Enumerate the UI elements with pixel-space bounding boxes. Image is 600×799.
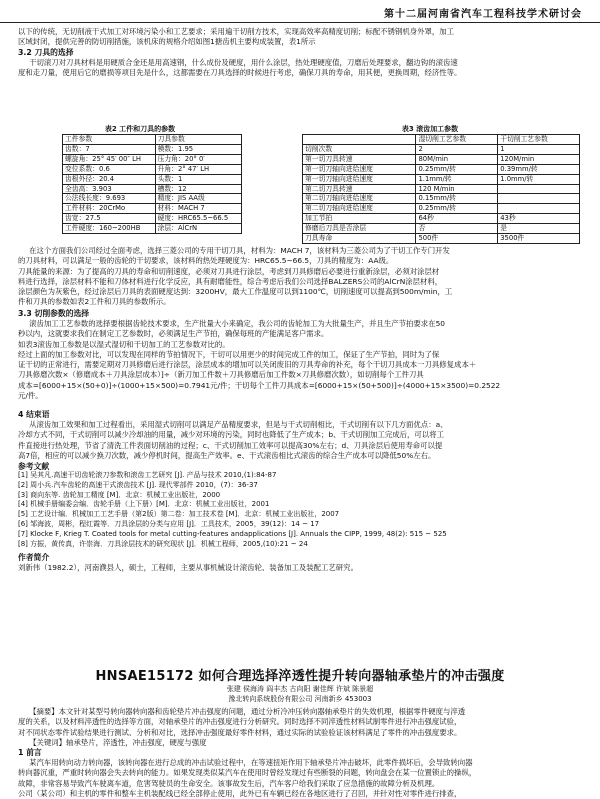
table-row: 齿宽：27.5 硬度：HRC65.5~66.5: [63, 214, 242, 224]
section-4-heading: 4 结束语: [18, 410, 50, 419]
section-3-2-paragraph: 干切滚刀对刀具材料是用硬质合金还是用高速钢，什么成份及硬度，用什么涂层，热处理硬度值，刀磨后处理要求，翻边钩的滚齿速 度和走刀量，使用后它的磨损等项目先是什么，这都需要在刀具选择的时候进行考虑，确保刀具的寿命，用其便，更换周期，经济性等。: [18, 58, 462, 78]
table-3: [302, 134, 580, 244]
table-row: 工件参数 刀具参数: [63, 135, 242, 145]
abstract-paragraph: 【摘要】本文针对某型号转向器转向器和齿轮垫片冲击强度的问题，通过分析冷冲压转向器轴承垫片的失效机理，根据零件硬度与淬透 度的关系，以及材料淬透性的选择等方面，对轴承垫片的冲击强度进行分析研究。同时选择不同淬透性材料试制零件进行冲击强度试验， 对不同状态零件试验结果进行测试、分析和对比，选择冲击强度最好零件材料，通过实际的试验验证该材料满足了零件的冲击强度要求。: [18, 707, 466, 737]
table-2-title: 表2 工件和刀具的参数: [104, 125, 176, 133]
table-row: 工件材料：20CrMo 材料：MACH 7: [63, 204, 242, 214]
running-header: [0, 0, 600, 23]
next-article-affiliation: 豫北转向系统股份有限公司 河南新乡 453003: [228, 695, 372, 703]
section-3-3-heading: 3.3 切削参数的选择: [18, 309, 90, 318]
references-heading: 参考文献: [18, 462, 50, 471]
table-row: 第一切刀具转速 80M/min 120M/min: [303, 154, 580, 164]
header-title: 第十二届河南省汽车工程科技学术研讨会: [384, 9, 582, 20]
list-item: [1] 吴其凡.高速干切齿轮滚刀参数和滚齿工艺研究 [J]. 产品与技术 2010,(1):84-87: [18, 471, 277, 479]
list-item: [7] Klocke F, Krieg T. Coated tools for metal cutting-features andapplications [J]. Annuals the CIPP, 1999, 48(2): 515 ~ 525: [18, 529, 447, 538]
table-row: 修磨后刀具是否涂层 否 是: [303, 224, 580, 234]
list-item: [4] 机械手册编委会编．齿轮手册（上下册）[M]．北京：机械工业出版社，2001: [18, 500, 270, 509]
reference-list: [18, 471, 586, 549]
table-row: 第二切刀轴向进给速度 0.15mm/转: [303, 194, 580, 204]
intro-paragraph: 以下的传统，无切削液干式加工对环境污染小和工艺要求；采用遍干切削方技术，实现高效率高精度切削；标配不锈钢机身外罩，加工 区域封闭，提供完善的防切削措施，该机床的规格介绍如图1搪齿机主要构成装置，表1所示: [18, 27, 455, 47]
list-item: [6] 邹海波，周彬，程红霞等．刀具涂层的分类与应用 [J]．工具技术，2005，39(12)：14 ~ 17: [18, 519, 320, 528]
table-row: 刀具寿命 500件 3500件: [303, 234, 580, 244]
list-item: [3] 商向东等. 齿轮加工精度 [M]．北京：机械工业出版社，2000: [18, 490, 221, 499]
table-row: 第一切刀轴向进给速度 0.25mm/转 0.39mm/转: [303, 164, 580, 174]
table-row: 湿切削工艺参数 干切削工艺参数: [303, 135, 580, 145]
table-row: 第一切刀轴向进给速度 1.1mm/转 1.0mm/转: [303, 174, 580, 184]
section-3-2-heading: 3.2 刀具的选择: [18, 48, 74, 57]
table-3-title: 表3 滚齿加工参数: [401, 125, 459, 133]
tool-selection-paragraph: 在这个方面我们公司经过全面考虑，选择三菱公司的专用干切刀具，材料为：MACH 7，该材料为三菱公司为了干切工作专门开发 的刀具材料，可以满足一般的齿轮的干切要求，该材料的热处理硬度为：HRC65.5~66.5，刀具的精度为：AA级。 刀具能量的来源：为了提高的刀具的寿命和切削速度，必须对刀具进行涂层，考虑到刀具修磨后必要进行重新涂层，必须对涂层材 料进行选择，涂层材料不能和刀体材料进行化学反应，具有耐磨能性，综合考虑后我们公司选择BALZERS公司的AlCrN涂层材料， 涂层颜色为灰紫色，经过涂层后刀具的表面硬度达到：3200HV，最大工作温度可以到1100℃，切削速度可以提高到500m/min，工 件和刀具的参数如表2工件和刀具的参数所示。: [18, 246, 453, 307]
author-info-text: 刘新伟（1982.2），河南濮县人，硕士，工程师，主要从事机械设计滚齿轮、装备加工及装配工艺研究。: [18, 563, 358, 572]
section-3-3-paragraph: 滚齿加工工艺参数的选择要根据齿轮技术要求，生产批量大小来确定，我公司的齿轮加工为大批量生产，并且生产节拍要求在50 秒以内，这就要求我们在制定工艺参数时，必须满足生产节拍，确保每班的产能满足客户需求。 如表3滚齿加工参数是以湿式湿切和干切加工的工艺参数对比的。 经过上面的加工参数对比，可以发现在同样的节拍情况下，干切可以用更少的时间完成工件的加工，保证了生产节拍，同时为了保 证干切的正常进行，需要定期对刀具修磨后进行涂层，涂层成本的增加可以关闭废旧的刀具寿命的补充，每个干切刀具成本一刀具修复成本＋ 刀具修磨次数×（修磨成本＋刀具涂层成本）]÷（新刀加工件数＋刀具修磨后加工件数×刀具修磨次数），如切削每个工件刀具 成本=[6000+15×(50+0)]÷(1000+15×500)=0.7941元/件；干切每个工件刀具成本=[6000+15×(50+500)]÷(4000+15×3500)=0.2522 元/件。: [18, 319, 501, 401]
table-row: 齿根外径：20.4 头数：1: [63, 174, 242, 184]
table-row: 切削次数 2 1: [303, 144, 580, 154]
next-article-authors: 张建 侯海涛 阎丰杰 古向阳 谢佳辉 许斌 陈景超: [226, 685, 374, 693]
intro-section-paragraph: 某汽车用转向动力转向器，该转向器在进行总成的冲击试验过程中，在等速扭矩作用下轴承垫片冲击破坏，此零件损坏后，会导致转向器 转向器沉重，严重时转向器会失去转向的能力。如果发现类似某汽车在使用时曾经发现过有些断裂的问题，转向盘会在某一位置锁止的操纵， 故障，非常容易导致汽车驶离车道，危害驾驶员的生命安全。该事故发生后，汽车客户给我们采取了应急措施的故障分析及机理。 公司（某公司）和主机的零件和整车主机装配线已经全部停止使用，此外已有车辆已经在各地区进行了召回，并针对性对零件进行排查，: [18, 758, 477, 798]
table-row: 齿数：7 模数：1.95: [63, 144, 242, 154]
list-item: [8] 方振，黄传真，许崇海．刀具涂层技术的研究现状 [J]．机械工程师，2005,(10):21 ~ 24: [18, 539, 308, 548]
table-row: 第二切刀轴向进给速度 0.25mm/转: [303, 204, 580, 214]
table-row: 公法线长度：9.693 精度：JIS AA级: [63, 194, 242, 204]
table-row: 第二切刀具转速 120 M/min: [303, 184, 580, 194]
table-row: 全齿高：3.903 槽数：12: [63, 184, 242, 194]
table-row: 工件硬度：160~200HB 涂层：AlCrN: [63, 224, 242, 234]
intro-heading: 1 前言: [18, 748, 42, 757]
list-item: [2] 周小兵.汽车齿轮的高速干式滚齿技术 [J]. 现代零部件 2010，(7)：36-37: [18, 480, 258, 489]
table-row: 加工节拍 64秒 43秒: [303, 214, 580, 224]
table-row: 变位系数：0.6 升角：2° 47′ LH: [63, 164, 242, 174]
list-item: [5] 工艺设计编．机械加工工艺手册（第2版）第二卷：加工技术卷 [M]．北京：机械工业出版社，2007: [18, 510, 340, 519]
table-row: 螺旋角：25° 45′ 00″ LH 压力角：20° 0′: [63, 154, 242, 164]
author-info-heading: 作者简介: [18, 553, 50, 562]
next-article-title: HNSAE15172 如何合理选择淬透性提升转向器轴承垫片的冲击强度: [95, 669, 505, 684]
keywords-line: 【关键词】轴承垫片，淬透性，冲击强度，硬度与强度: [29, 738, 207, 747]
section-4-paragraph: 从滚齿加工效果和加工过程看出，采用湿式切削可以满足产品精度要求，但是与干式切削相比，干式切削有以下几方面优点：a、 冷却方式不同，干式切削可以减少冷却油的用量，减少对环境的污染，同时也降低了生产成本；b、干式切削加工完成后，可以将工 件直接进行热处理，节省了清洗工件表面切削油的过程；c、干式切削加工效率可以提高30%左右；d、刀具涂层后使用寿命可以提 高7倍，相应的可以减少换刀次数，减少停机时间，提高生产效率。e、干式滚齿相比式滚齿的综合生产成本可以降低50%左右。: [18, 420, 448, 460]
table-2: [62, 134, 242, 234]
